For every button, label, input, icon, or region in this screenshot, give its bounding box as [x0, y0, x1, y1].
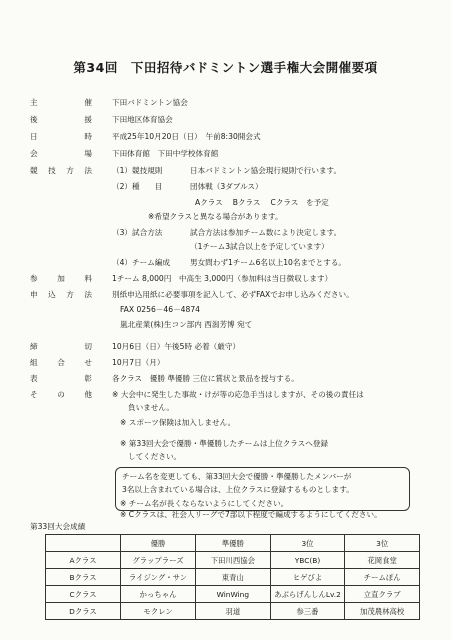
- results-header-cell: 3位: [270, 535, 345, 552]
- method-item2-label: （2）種 目: [112, 182, 163, 191]
- result-cell: あぶらげんしんLv.2: [270, 586, 345, 603]
- row-deadline: [0, 340, 451, 354]
- results-header-cell: [46, 535, 121, 552]
- supporter-text: 下田地区体育協会: [112, 115, 173, 124]
- other-note2: ※ スポーツ保険は加入しません。: [120, 418, 236, 427]
- row-method-item4: [0, 256, 451, 270]
- result-cell: YBC(B): [270, 552, 345, 569]
- row-other: [0, 388, 451, 402]
- other-note1a: ※ 大会中に発生した事故・けが等の応急手当はしますが、その後の責任は: [112, 390, 364, 399]
- row-award: [0, 372, 451, 386]
- row-organizer: [0, 96, 451, 110]
- fee-text: 1チーム 8,000円 中高生 3,000円（参加料は当日徴収します）: [112, 274, 333, 283]
- label-date: 日 時: [30, 132, 92, 141]
- document-title: 第34回 下田招待バドミントン選手権大会開催要項: [73, 60, 378, 75]
- date-text: 平成25年10月20日（日） 午前8:30開会式: [112, 132, 261, 141]
- row-venue: [0, 147, 451, 161]
- label-deadline: 締 切: [30, 342, 92, 351]
- row-method-note: [0, 210, 451, 224]
- label-venue: 会 場: [30, 149, 92, 158]
- table-row: [46, 569, 420, 586]
- venue-text: 下田体育館 下田中学校体育館: [112, 149, 219, 158]
- label-other: そ の 他: [30, 390, 92, 399]
- method-item1-label: （1）競技規則: [112, 166, 163, 175]
- draw-text: 10月7日（月）: [112, 358, 165, 367]
- row-date: [0, 130, 451, 144]
- deadline-text: 10月6日（日）午後5時 必着（厳守）: [112, 342, 241, 351]
- class-cell: Aクラス: [46, 552, 121, 569]
- label-draw: 組 合 せ: [30, 358, 92, 367]
- results-table: [45, 534, 420, 620]
- class-cell: Dクラス: [46, 603, 121, 620]
- other-note3a: ※ 第33回大会で優勝・準優勝したチームは上位クラスへ登録: [120, 439, 329, 448]
- apply-dest: 嵐北産業(株)生コン部内 西潟芳博 宛て: [120, 320, 253, 329]
- result-cell: ライジング・サン: [121, 569, 196, 586]
- result-cell: 東青山: [196, 569, 271, 586]
- notice-line-1: チーム名を変更しても、第33回大会で優勝・準優勝したメンバーが: [122, 472, 352, 481]
- other-note3b: してください。: [128, 452, 182, 461]
- class-cell: Cクラス: [46, 586, 121, 603]
- method-item3-sub: （1チーム3試合以上を予定しています）: [190, 242, 329, 251]
- result-cell: 花岡食堂: [345, 552, 420, 569]
- method-item2-note: ※希望クラスと異なる場合があります。: [148, 212, 283, 221]
- results-header-cell: 優勝: [121, 535, 196, 552]
- results-title: 第33回大会成績: [30, 522, 86, 531]
- method-item4-label: （4）チーム編成: [112, 258, 170, 267]
- method-item2-text: 団体戦（3ダブルス）: [190, 182, 263, 191]
- result-cell: 立直クラブ: [345, 586, 420, 603]
- label-supporter: 後 援: [30, 115, 92, 124]
- row-method-item3: [0, 226, 451, 240]
- label-award: 表 彰: [30, 374, 92, 383]
- label-method: 競 技 方 法: [30, 166, 92, 175]
- label-organizer: 主 催: [30, 98, 92, 107]
- label-fee: 参 加 料: [30, 274, 92, 283]
- result-cell: チームぽん: [345, 569, 420, 586]
- row-method-item3-sub: [0, 240, 451, 254]
- result-cell: WinWing: [196, 586, 271, 603]
- method-item1-text: 日本バドミントン協会現行規則で行います。: [190, 166, 342, 175]
- result-cell: 下田川西協会: [196, 552, 271, 569]
- result-cell: 参三番: [270, 603, 345, 620]
- label-apply: 申 込 方 法: [30, 290, 92, 299]
- row-other-3a: [0, 437, 451, 451]
- table-row: [46, 603, 420, 620]
- result-cell: ヒゲびよ: [270, 569, 345, 586]
- other-note1b: 負いません。: [128, 403, 175, 412]
- row-method: [0, 164, 451, 178]
- method-item3-text: 試合方法は参加チーム数により決定します。: [190, 228, 342, 237]
- row-apply-dest: [0, 318, 451, 332]
- row-fee: [0, 272, 451, 286]
- result-cell: モクレン: [121, 603, 196, 620]
- results-header-cell: 準優勝: [196, 535, 271, 552]
- row-draw: [0, 356, 451, 370]
- method-item3-label: （3）試合方法: [112, 228, 163, 237]
- organizer-text: 下田バドミントン協会: [112, 98, 188, 107]
- apply-fax: FAX 0256－46－4874: [120, 305, 200, 314]
- results-header-row: [46, 535, 420, 552]
- row-other-5: [0, 508, 451, 522]
- row-other-2: [0, 416, 451, 430]
- row-supporter: [0, 113, 451, 127]
- table-row: [46, 586, 420, 603]
- award-text: 各クラス 優勝 準優勝 三位に賞状と景品を授与する。: [112, 374, 299, 383]
- row-other-3b: [0, 450, 451, 464]
- result-cell: かっちゃん: [121, 586, 196, 603]
- result-cell: 羽道: [196, 603, 271, 620]
- other-note4: ※ チーム名が長くならないようにしてください。: [120, 499, 289, 508]
- result-cell: グラップラーズ: [121, 552, 196, 569]
- row-apply: [0, 288, 451, 302]
- result-cell: 加茂農林高校: [345, 603, 420, 620]
- class-cell: Bクラス: [46, 569, 121, 586]
- row-method-item2: [0, 180, 451, 194]
- method-item2-classes: Aクラス Bクラス Cクラス を予定: [195, 198, 329, 207]
- results-header-cell: 3位: [345, 535, 420, 552]
- notice-line-2: 3名以上含まれている場合は、上位クラスに登録するものとします。: [122, 484, 354, 494]
- row-apply-fax: [0, 303, 451, 317]
- other-note5: ※ Cクラスは、社会人リーグで7部以下程度で編成するようにしてください。: [120, 510, 382, 519]
- row-method-classes: [0, 196, 451, 210]
- method-item4-text: 男女問わず1チーム6名以上10名までとする。: [190, 258, 347, 267]
- table-row: [46, 552, 420, 569]
- apply-text: 別紙申込用紙に必要事項を記入して、必ずFAXでお申し込みください。: [112, 290, 354, 299]
- row-other-1b: [0, 401, 451, 415]
